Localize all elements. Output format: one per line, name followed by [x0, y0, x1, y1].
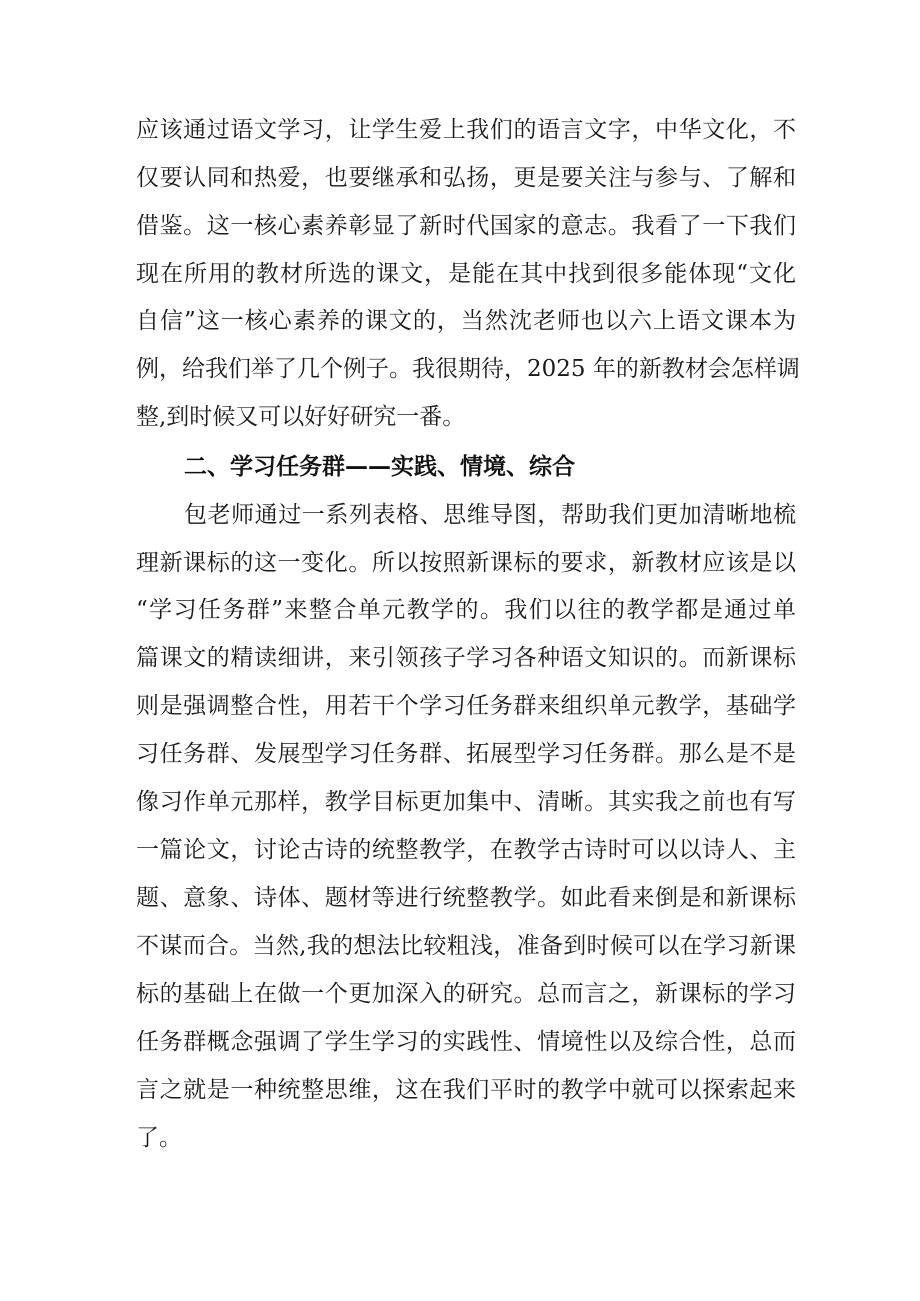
paragraph-2-line-4: 篇课文的精读细讲，来引领孩子学习各种语文知识的。而新课标	[136, 645, 796, 671]
paragraph-2-line-14: 了。	[136, 1125, 182, 1151]
paragraph-2-line-9: 题、意象、诗体、题材等进行统整教学。如此看来倒是和新课标	[136, 885, 796, 911]
paragraph-2-line-13: 言之就是一种统整思维，这在我们平时的教学中就可以探索起来	[136, 1077, 796, 1103]
section-heading: 二、学习任务群——实践、情境、综合	[184, 454, 575, 480]
paragraph-2-line-8: 一篇论文，讨论古诗的统整教学，在教学古诗时可以以诗人、主	[136, 837, 796, 863]
paragraph-2-line-2: 理新课标的这一变化。所以按照新课标的要求，新教材应该是以	[136, 550, 796, 576]
paragraph-1-line-4: 现在所用的教材所选的课文，是能在其中找到很多能体现“文化	[136, 261, 796, 287]
paragraph-2-line-6: 习任务群、发展型学习任务群、拓展型学习任务群。那么是不是	[136, 741, 796, 767]
paragraph-1-line-7: 整,到时候又可以好好研究一番。	[136, 404, 466, 430]
paragraph-2-line-10: 不谋而合。当然,我的想法比较粗浅，准备到时候可以在学习新课	[136, 933, 796, 959]
paragraph-1-line-5: 自信”这一核心素养的课文的，当然沈老师也以六上语文课本为	[136, 308, 796, 334]
paragraph-2-line-11: 标的基础上在做一个更加深入的研究。总而言之，新课标的学习	[136, 981, 796, 1007]
paragraph-1-line-2: 仅要认同和热爱，也要继承和弘扬，更是要关注与参与、了解和	[136, 165, 796, 191]
paragraph-1-line-6: 例，给我们举了几个例子。我很期待，2025 年的新教材会怎样调	[136, 356, 800, 382]
paragraph-2-line-7: 像习作单元那样，教学目标更加集中、清晰。其实我之前也有写	[136, 789, 796, 815]
paragraph-2-line-3: “学习任务群”来整合单元教学的。我们以往的教学都是通过单	[136, 597, 796, 623]
paragraph-1-line-3: 借鉴。这一核心素养彰显了新时代国家的意志。我看了一下我们	[136, 213, 796, 239]
paragraph-2-line-1: 包老师通过一系列表格、思维导图，帮助我们更加清晰地梳	[184, 502, 796, 528]
paragraph-2-line-5: 则是强调整合性，用若干个学习任务群来组织单元教学，基础学	[136, 693, 796, 719]
paragraph-1-line-1: 应该通过语文学习，让学生爱上我们的语言文字，中华文化，不	[136, 117, 796, 143]
paragraph-2-line-12: 任务群概念强调了学生学习的实践性、情境性以及综合性，总而	[136, 1029, 796, 1055]
